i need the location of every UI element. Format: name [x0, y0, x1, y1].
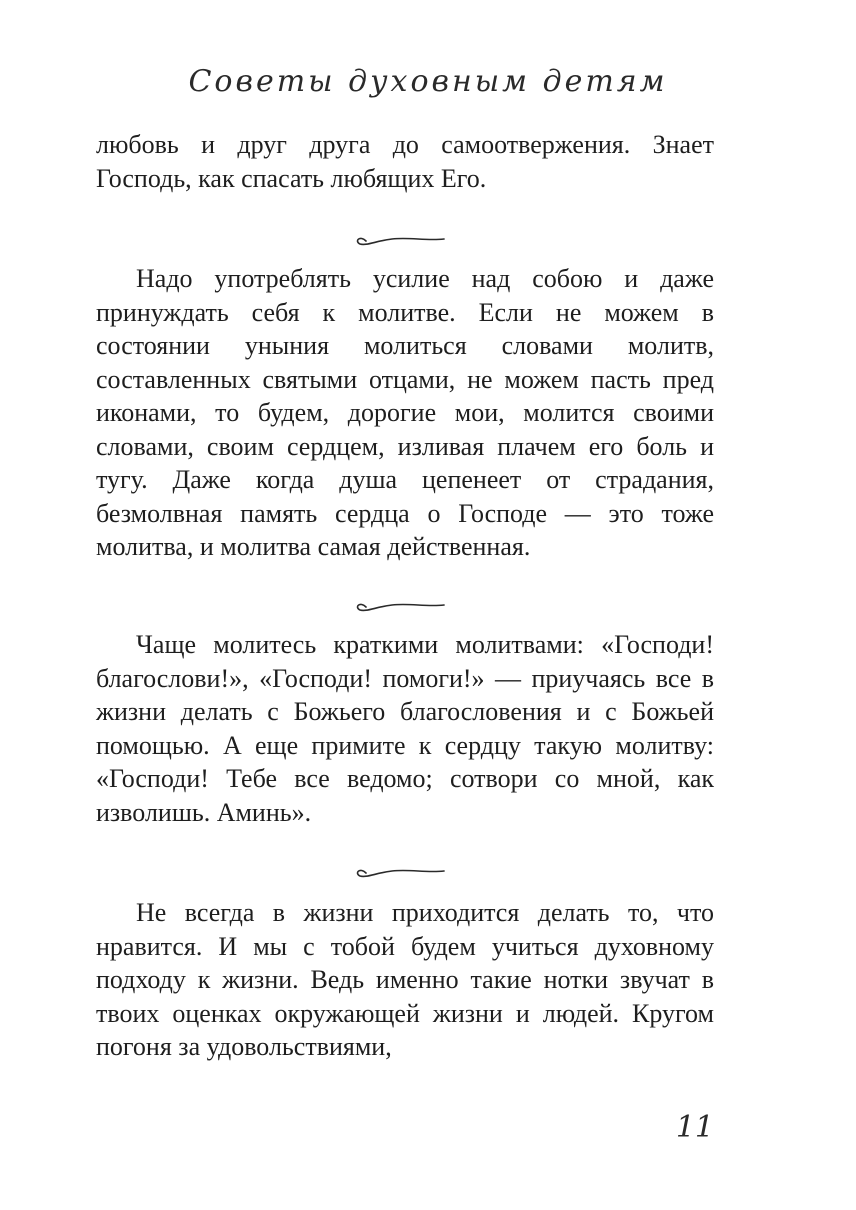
- paragraph-text: Надо употреблять усилие над собою и даже принуждать себя к молитве. Если не можем в состоянии уныния молиться словами молитв, составленных святыми отцами, не можем пасть пред иконами, то будем, дорогие мои, молится своими словами, своим сердцем, изливая плачем его боль и тугу. Даже когда душа цепенеет от страдания, безмолвная память сердца о Господе — это тоже молитва, и молитва самая действенная.: [96, 264, 714, 561]
- paragraph-text: любовь и друг друга до самоотвержения. Знает Господь, как спасать любящих Его.: [96, 130, 714, 193]
- paragraph-continuation: [96, 128, 714, 195]
- paragraph: [96, 896, 714, 1064]
- page-number: 11: [675, 1110, 714, 1145]
- paragraph-text: Не всегда в жизни приходится делать то, что нравится. И мы с тобой будем учиться духовному подходу к жизни. Ведь именно такие нотки звучат в твоих оценках окружающей жизни и людей. Кругом погоня за удовольствиями,: [96, 898, 714, 1061]
- running-header: Советы духовным детям: [188, 64, 668, 99]
- paragraph-text: Чаще молитесь краткими молитвами: «Господи! благослови!», «Господи! помоги!» — приучаясь все в жизни делать с Божьего благословения и с Божьей помощью. А еще примите к сердцу такую молитву: «Господи! Тебе все ведомо; сотвори со мной, как изволишь. Аминь».: [96, 630, 714, 827]
- section-divider-ornament: [352, 864, 448, 880]
- paragraph: [96, 262, 714, 564]
- section-divider-ornament: [352, 232, 448, 248]
- paragraph: [96, 628, 714, 829]
- section-divider-ornament: [352, 598, 448, 614]
